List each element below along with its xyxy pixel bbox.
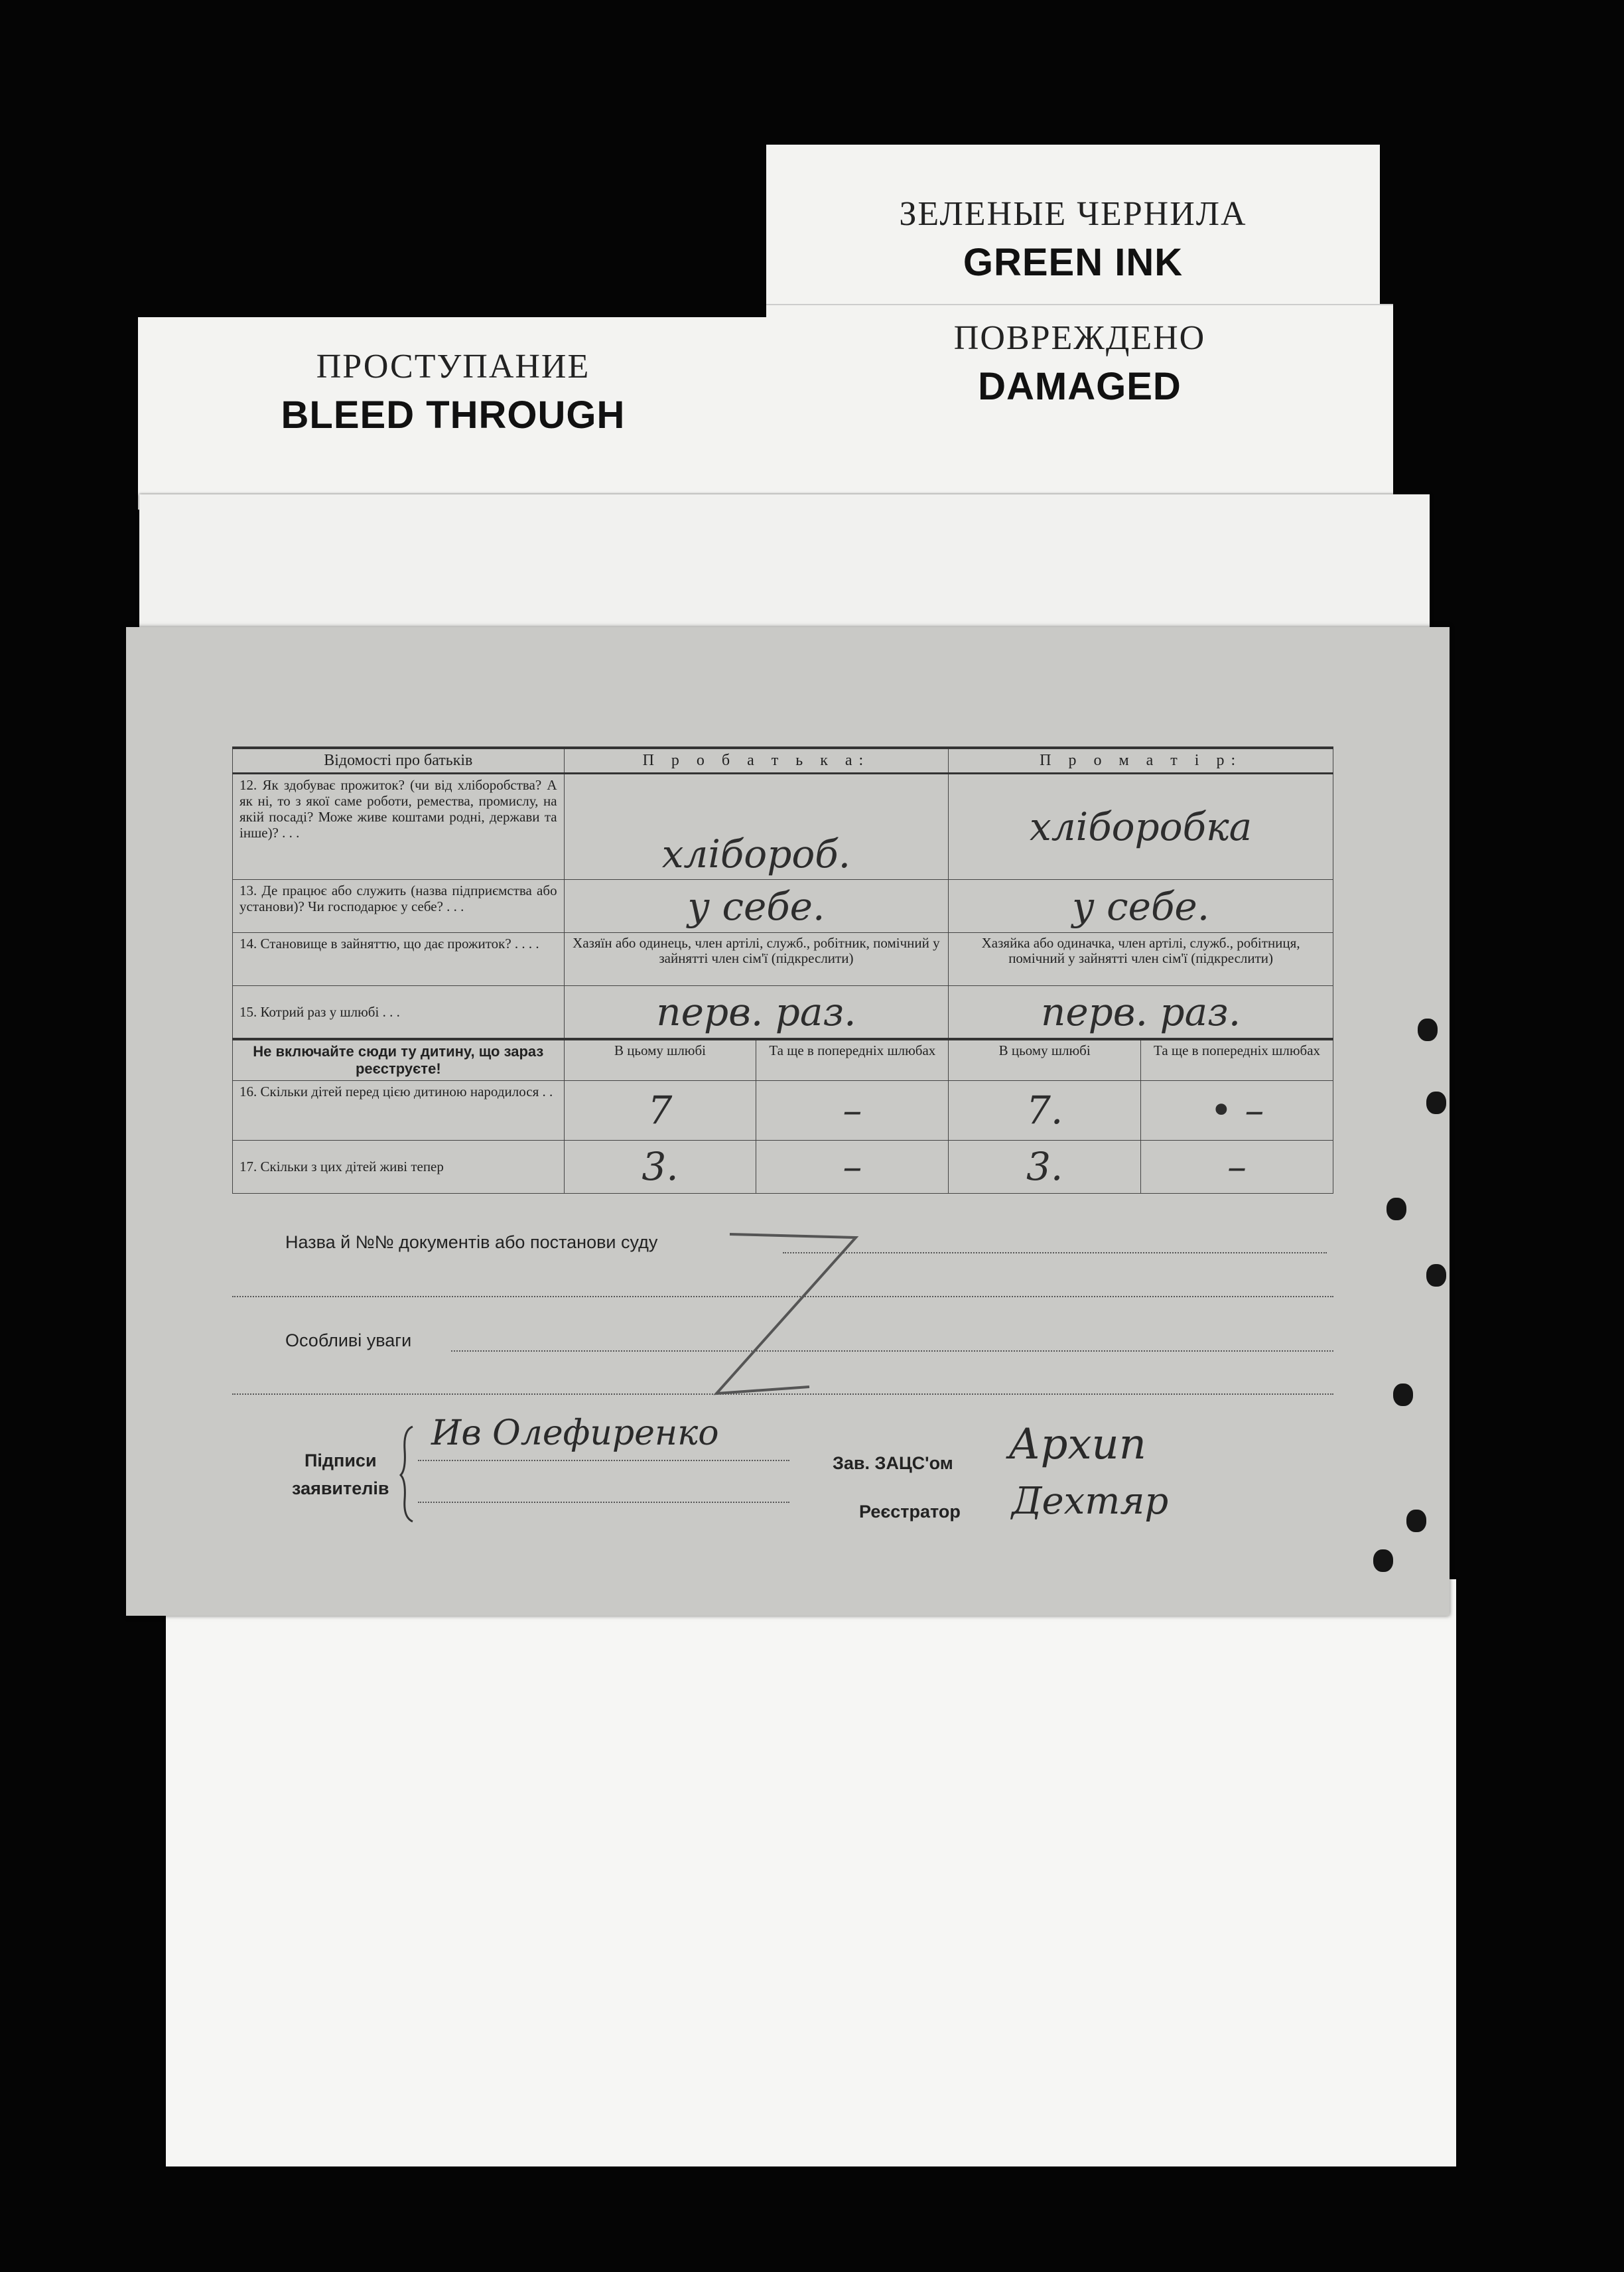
cancel-mark-icon [690, 1221, 955, 1420]
vital-record-form [126, 627, 1450, 1616]
applicant-signature-line-2 [418, 1502, 789, 1503]
header-mother: П р о м а т і р: [949, 748, 1333, 774]
answer-16-father-this: 7 [564, 1080, 756, 1140]
backing-sheet-top [139, 494, 1430, 647]
registrar-label: Реєстратор [859, 1502, 961, 1522]
binding-hole [1426, 1264, 1446, 1287]
answer-17-mother-this: 3. [949, 1140, 1141, 1193]
father-prev-marriages-header: Та ще в попередніх шлюбах [756, 1039, 949, 1081]
answer-14-father: Хазяїн або одинець, член артілі, служб., робітник, помічний у зайнятті член сім'ї (підкреслити) [564, 933, 949, 986]
answer-13-father: у себе. [564, 880, 949, 933]
answer-15-mother: перв. раз. [949, 986, 1333, 1039]
answer-14-mother: Хазяйка або одиначка, член артілі, служб., робітниця, помічний у зайнятті член сім'ї (підкреслити) [949, 933, 1333, 986]
applicant-signature-line [418, 1460, 789, 1461]
backing-sheet-bottom [166, 1579, 1456, 2166]
table-header-row [233, 748, 1333, 774]
signatures-label-line2: заявителів [292, 1478, 389, 1498]
answer-17-mother-prev: – [1141, 1140, 1333, 1193]
head-label: Зав. ЗАЦС'ом [833, 1453, 953, 1473]
green-ink-card [766, 145, 1380, 320]
bleed-through-card [138, 317, 768, 510]
green-ink-label-ru: ЗЕЛЕНЫЕ ЧЕРНИЛА [899, 195, 1247, 233]
answer-16-mother-prev: • – [1141, 1080, 1333, 1140]
head-signature: Архип [1008, 1420, 1146, 1469]
header-parents-info: Відомості про батьків [233, 748, 565, 774]
mother-this-marriage-header: В цьому шлюбі [949, 1039, 1141, 1081]
answer-16-mother-this: 7. [949, 1080, 1141, 1140]
binding-hole [1387, 1198, 1406, 1220]
question-13: 13. Де працює або служить (назва підприємства або установи)? Чи господарює у себе? . . . [233, 880, 565, 933]
question-17: 17. Скільки з цих дітей живі тепер [233, 1140, 565, 1193]
table-row [233, 880, 1333, 933]
table-row [233, 774, 1333, 880]
notes-label: Особливі уваги [285, 1330, 412, 1350]
damaged-label-ru: ПОВРЕЖДЕНО [953, 319, 1206, 357]
answer-17-father-prev: – [756, 1140, 949, 1193]
answer-16-father-prev: – [756, 1080, 949, 1140]
answer-15-father: перв. раз. [564, 986, 949, 1039]
question-14: 14. Становище в зайняттю, що дає прожиток? . . . . [233, 933, 565, 986]
binding-hole [1426, 1092, 1446, 1114]
signatures-label-line1: Підписи [304, 1451, 377, 1470]
binding-hole [1373, 1549, 1393, 1572]
father-this-marriage-header: В цьому шлюбі [564, 1039, 756, 1081]
applicant-signature: Ив Олефиренко [431, 1413, 719, 1453]
damaged-label-en: DAMAGED [978, 365, 1182, 408]
question-12: 12. Як здобуває прожиток? (чи від хліборобства? А як ні, то з якої саме роботи, ремества, промислу, на якій посаді? Може живе коштами родні, держави та інше)? . . . [233, 774, 565, 880]
answer-17-father-this: 3. [564, 1140, 756, 1193]
registrar-signature: Дехтяр [1012, 1480, 1169, 1523]
brace-icon [398, 1423, 418, 1523]
binding-hole [1418, 1019, 1438, 1041]
children-note: Не включайте сюди ту дитину, що зараз реєструєте! [233, 1039, 565, 1081]
question-15: 15. Котрий раз у шлюбі . . . [233, 986, 565, 1039]
binding-hole [1393, 1384, 1413, 1406]
parents-info-table [232, 746, 1333, 1194]
table-row [233, 933, 1333, 986]
table-row [233, 986, 1333, 1039]
damaged-card [766, 304, 1393, 504]
children-header-row [233, 1039, 1333, 1081]
header-father: П р о б а т ь к а: [564, 748, 949, 774]
question-16: 16. Скільки дітей перед цією дитиною народилося . . [233, 1080, 565, 1140]
answer-12-mother: хліборобка [949, 774, 1333, 880]
documents-label: Назва й №№ документів або постанови суду [285, 1232, 658, 1252]
table-row [233, 1080, 1333, 1140]
mother-prev-marriages-header: Та ще в попередніх шлюбах [1141, 1039, 1333, 1081]
answer-13-mother: у себе. [949, 880, 1333, 933]
binding-hole [1406, 1510, 1426, 1532]
bleed-through-label-en: BLEED THROUGH [281, 393, 626, 437]
green-ink-label-en: GREEN INK [963, 241, 1184, 284]
bleed-through-label-ru: ПРОСТУПАНИЕ [316, 348, 590, 386]
table-row [233, 1140, 1333, 1193]
signatures-label [292, 1447, 389, 1502]
answer-12-father: хлібороб. [564, 774, 949, 880]
